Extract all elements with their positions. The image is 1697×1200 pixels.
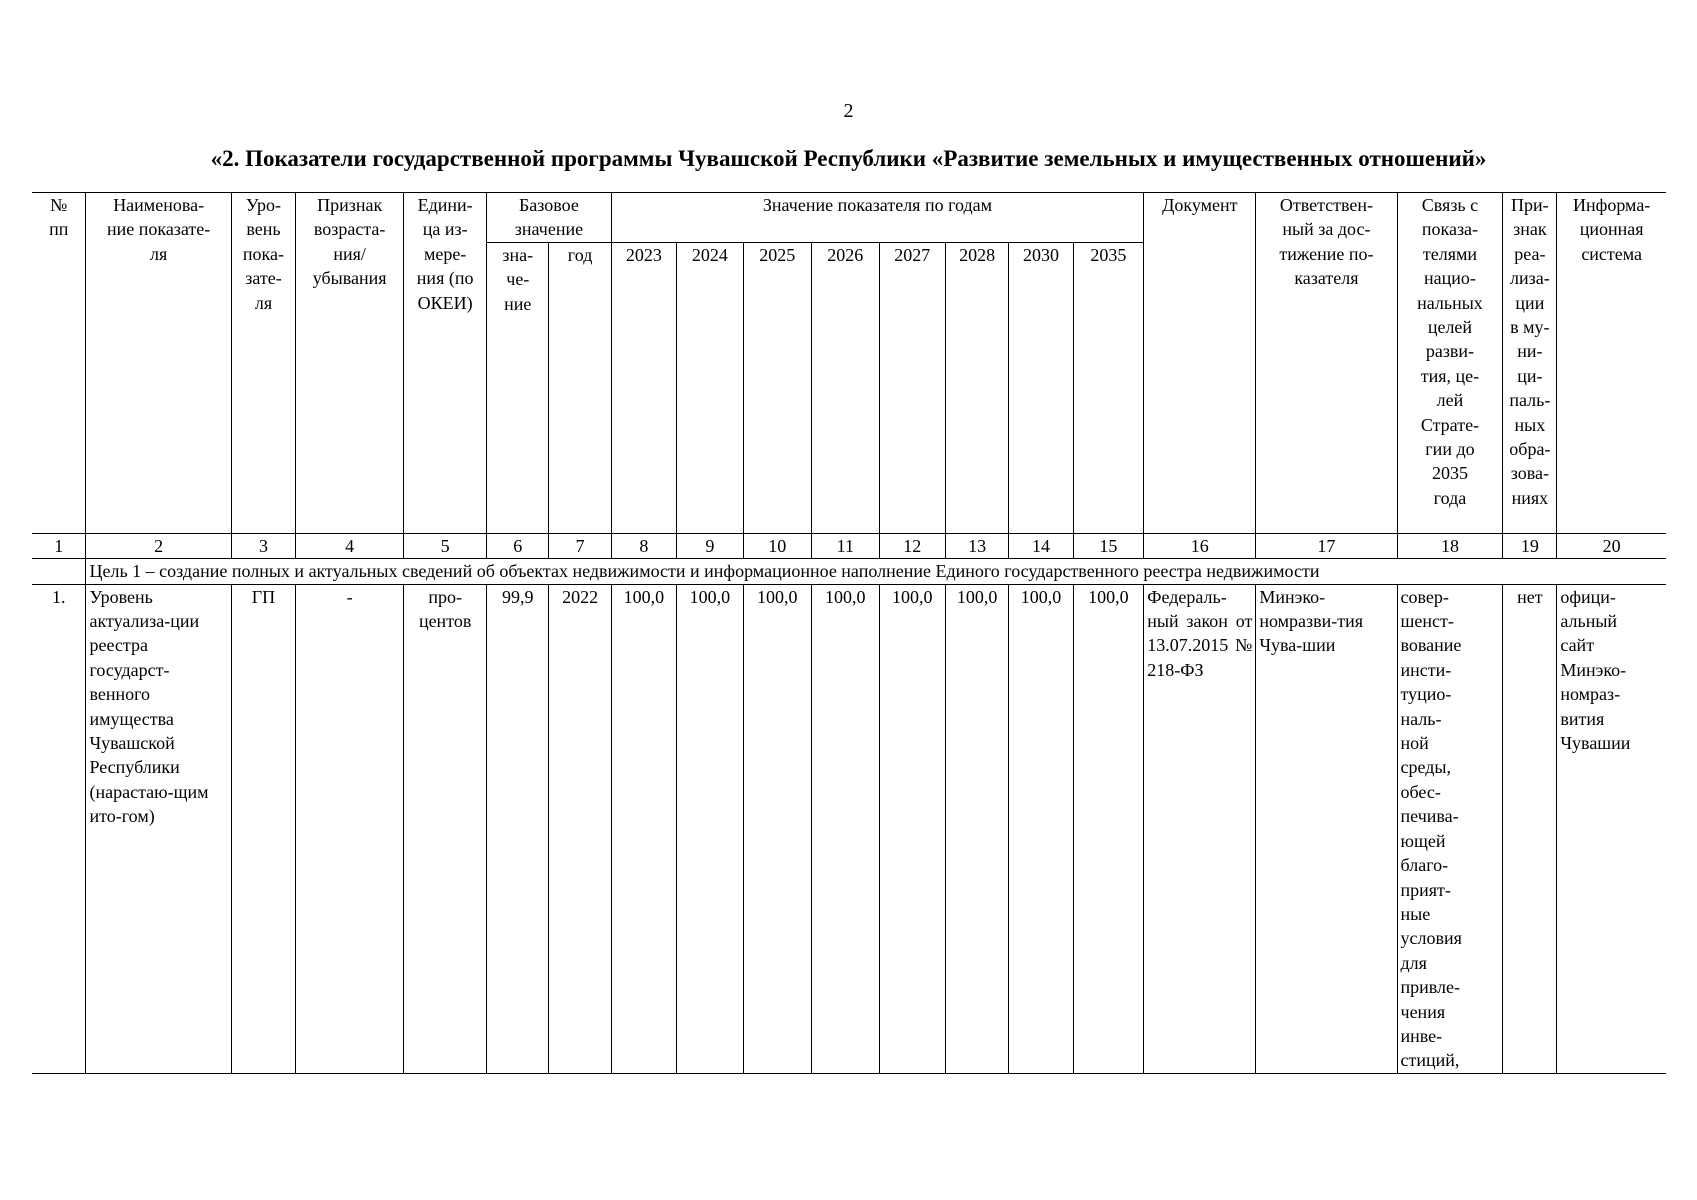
header-year: 2030 bbox=[1009, 242, 1073, 533]
header-year: 2026 bbox=[812, 242, 879, 533]
row-municipal: нет bbox=[1503, 584, 1557, 1073]
header-year: 2024 bbox=[677, 242, 743, 533]
row-link: совер- шенст- вование инсти- туцио- наль- ной среды, обес- печива- ющей благо- прият- ные условия для привле- чения инве- стиций, bbox=[1397, 584, 1503, 1073]
header-link: Связь с показа- телями нацио- нальных целей разви- тия, це- лей Страте- гии до 2035 года bbox=[1397, 193, 1503, 534]
column-number: 15 bbox=[1073, 533, 1144, 558]
row-value: 100,0 bbox=[945, 584, 1008, 1073]
row-trend: - bbox=[296, 584, 404, 1073]
row-name: Уровень актуализа-ции реестра государст-венного имущества Чувашской Республики (нарастаю-щим ито-гом) bbox=[86, 584, 231, 1073]
column-number: 7 bbox=[549, 533, 611, 558]
column-number: 4 bbox=[296, 533, 404, 558]
document-title: «2. Показатели государственной программы Чувашской Республики «Развитие земельных и имущественных отношений» bbox=[210, 146, 1487, 171]
page-number: 2 bbox=[843, 100, 854, 122]
column-number: 17 bbox=[1256, 533, 1397, 558]
row-document: Федераль-ный закон от 13.07.2015 № 218-ФЗ bbox=[1144, 584, 1256, 1073]
row-num: 1. bbox=[32, 584, 86, 1073]
column-number: 1 bbox=[32, 533, 86, 558]
header-responsible: Ответствен- ный за дос- тижение по- казателя bbox=[1256, 193, 1397, 534]
indicators-table bbox=[32, 192, 1666, 1074]
column-number: 11 bbox=[812, 533, 879, 558]
row-unit: про- центов bbox=[404, 584, 487, 1073]
row-value: 100,0 bbox=[812, 584, 879, 1073]
column-number: 14 bbox=[1009, 533, 1073, 558]
header-name: Наименова- ние показате- ля bbox=[86, 193, 231, 534]
column-number: 2 bbox=[86, 533, 231, 558]
goal-text: Цель 1 – создание полных и актуальных сведений об объектах недвижимости и информационное наполнение Единого государственного реестра недвижимости bbox=[86, 559, 1666, 584]
column-number: 18 bbox=[1397, 533, 1503, 558]
header-year: 2027 bbox=[879, 242, 945, 533]
row-base-value: 99,9 bbox=[487, 584, 549, 1073]
header-level: Уро- вень пока- зате- ля bbox=[231, 193, 295, 534]
header-year: 2028 bbox=[945, 242, 1008, 533]
column-number: 6 bbox=[487, 533, 549, 558]
column-number: 5 bbox=[404, 533, 487, 558]
column-number: 16 bbox=[1144, 533, 1256, 558]
column-number: 10 bbox=[743, 533, 812, 558]
header-infosystem: Информа- ционная система bbox=[1557, 193, 1666, 534]
header-year: 2023 bbox=[611, 242, 676, 533]
header-municipal: При- знак реа- лиза- ции в му- ни- ци- паль- ных обра- зова- ниях bbox=[1503, 193, 1557, 534]
header-year: 2035 bbox=[1073, 242, 1144, 533]
row-responsible: Минэко-номразви-тия Чува-шии bbox=[1256, 584, 1397, 1073]
goal-row bbox=[32, 559, 1666, 584]
row-value: 100,0 bbox=[1009, 584, 1073, 1073]
header-years: Значение показателя по годам bbox=[611, 193, 1144, 243]
column-number: 3 bbox=[231, 533, 295, 558]
header-row-top bbox=[32, 193, 1666, 243]
row-infosystem: офици- альный сайт Минэко- номраз- вития Чувашии bbox=[1557, 584, 1666, 1073]
column-number: 20 bbox=[1557, 533, 1666, 558]
column-number: 12 bbox=[879, 533, 945, 558]
header-base-value: зна- че- ние bbox=[487, 242, 549, 533]
row-value: 100,0 bbox=[611, 584, 676, 1073]
row-base-year: 2022 bbox=[549, 584, 611, 1073]
row-value: 100,0 bbox=[879, 584, 945, 1073]
column-number: 9 bbox=[677, 533, 743, 558]
goal-spacer bbox=[32, 559, 86, 584]
row-level: ГП bbox=[231, 584, 295, 1073]
header-document: Документ bbox=[1144, 193, 1256, 534]
row-value: 100,0 bbox=[677, 584, 743, 1073]
header-unit: Едини- ца из- мере- ния (по ОКЕИ) bbox=[404, 193, 487, 534]
header-num: № пп bbox=[32, 193, 86, 534]
header-trend: Признак возраста- ния/ убывания bbox=[296, 193, 404, 534]
column-number: 19 bbox=[1503, 533, 1557, 558]
column-number: 8 bbox=[611, 533, 676, 558]
column-number-row bbox=[32, 533, 1666, 558]
row-value: 100,0 bbox=[1073, 584, 1144, 1073]
header-year: 2025 bbox=[743, 242, 812, 533]
header-base-year: год bbox=[549, 242, 611, 533]
header-base: Базовое значение bbox=[487, 193, 612, 243]
column-number: 13 bbox=[945, 533, 1008, 558]
row-value: 100,0 bbox=[743, 584, 812, 1073]
table-row bbox=[32, 584, 1666, 1073]
